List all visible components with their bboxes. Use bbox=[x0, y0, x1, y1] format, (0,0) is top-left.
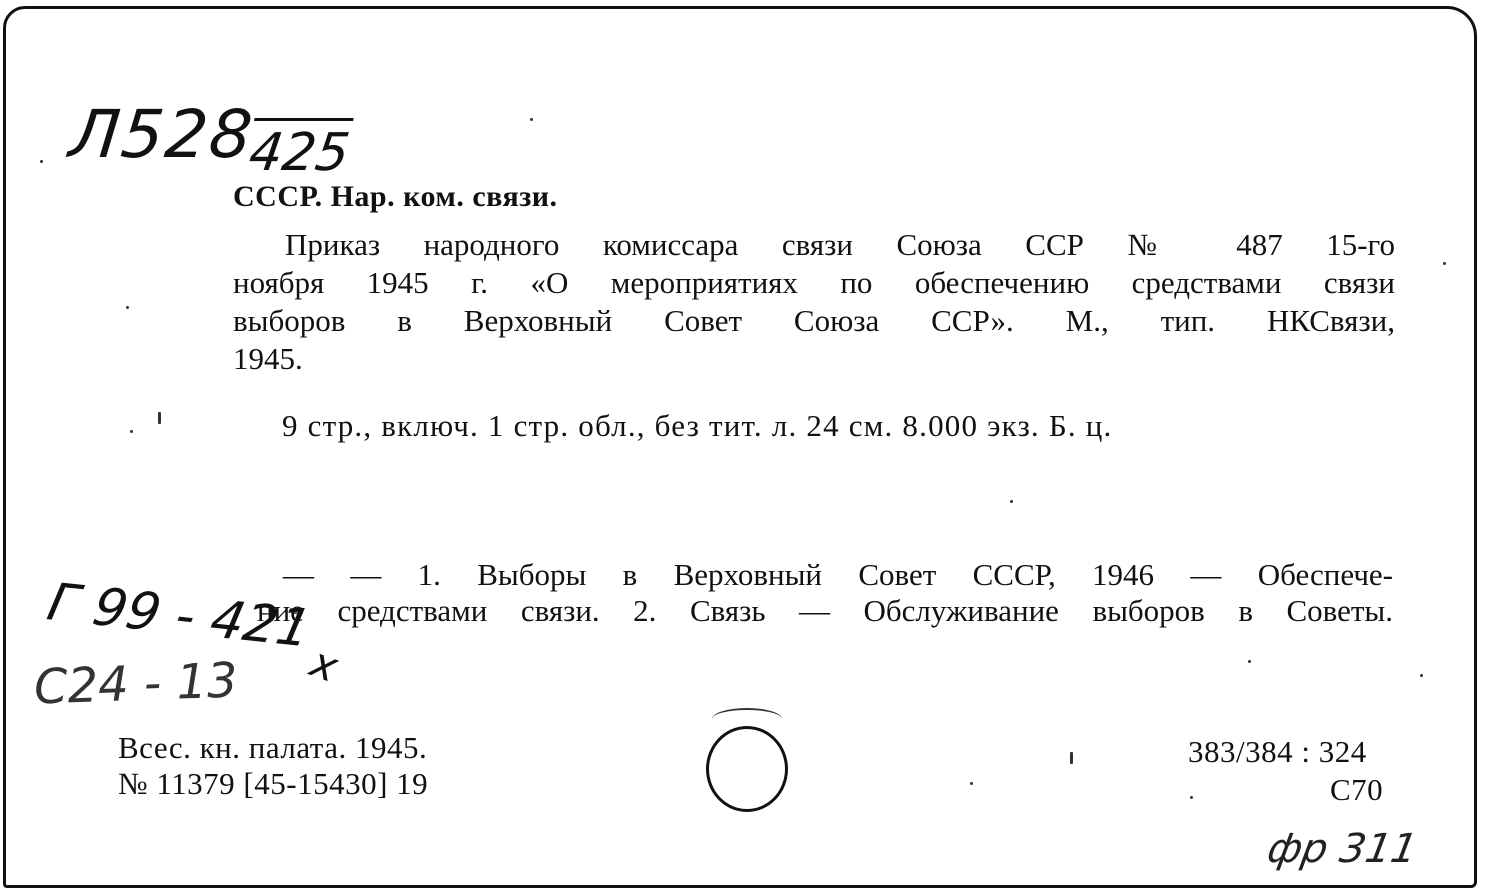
handwritten-footer: фр 311 bbox=[1263, 826, 1421, 872]
speck bbox=[1420, 674, 1423, 677]
title-line-2: ноября 1945 г. «О мероприятиях по обеспечению средствами связи bbox=[233, 265, 1395, 300]
title-line-3: выборов в Верховный Совет Союза ССР». М., тип. НКСвязи, bbox=[233, 303, 1395, 338]
title-line-1: Приказ народного комиссара связи Союза ССР № 487 15-го bbox=[285, 227, 1395, 262]
subjects-line-2: ние средствами связи. 2. Связь — Обслуживание выборов в Советы. bbox=[257, 593, 1393, 628]
speck bbox=[158, 412, 161, 424]
title-description bbox=[233, 226, 1395, 378]
speck bbox=[1070, 752, 1073, 764]
speck bbox=[1443, 262, 1446, 265]
handwritten-call-number: Л528 bbox=[65, 96, 258, 173]
speck bbox=[530, 118, 533, 121]
speck bbox=[970, 782, 973, 785]
handwritten-note-1: Г 99 - 421 bbox=[42, 572, 317, 660]
punch-hole bbox=[706, 726, 788, 812]
handwritten-mark: х bbox=[304, 637, 345, 692]
collation-line: 9 стр., включ. 1 стр. обл., без тит. л. 24 см. 8.000 экз. Б. ц. bbox=[282, 408, 1113, 443]
chamber-line-1: Всес. кн. палата. 1945. bbox=[118, 730, 428, 765]
handwritten-note-2: C24 - 13 bbox=[33, 652, 239, 716]
subjects-line-1: — — 1. Выборы в Верховный Совет СССР, 1946 — Обеспече- bbox=[283, 557, 1393, 592]
classification-index: 383/384 : 324 bbox=[1188, 734, 1367, 769]
speck bbox=[130, 430, 133, 433]
card-heading: СССР. Нар. ком. связи. bbox=[233, 180, 558, 213]
title-line-4: 1945. bbox=[233, 341, 303, 376]
speck bbox=[1190, 796, 1193, 799]
author-mark: С70 bbox=[1330, 772, 1384, 807]
speck bbox=[1010, 500, 1013, 503]
handwritten-call-number-overlined: 425 bbox=[245, 118, 353, 183]
subject-headings bbox=[233, 556, 1393, 630]
speck bbox=[1248, 660, 1251, 663]
chamber-line-2: № 11379 [45-15430] 19 bbox=[118, 766, 429, 801]
speck bbox=[40, 160, 43, 163]
speck bbox=[126, 306, 129, 309]
